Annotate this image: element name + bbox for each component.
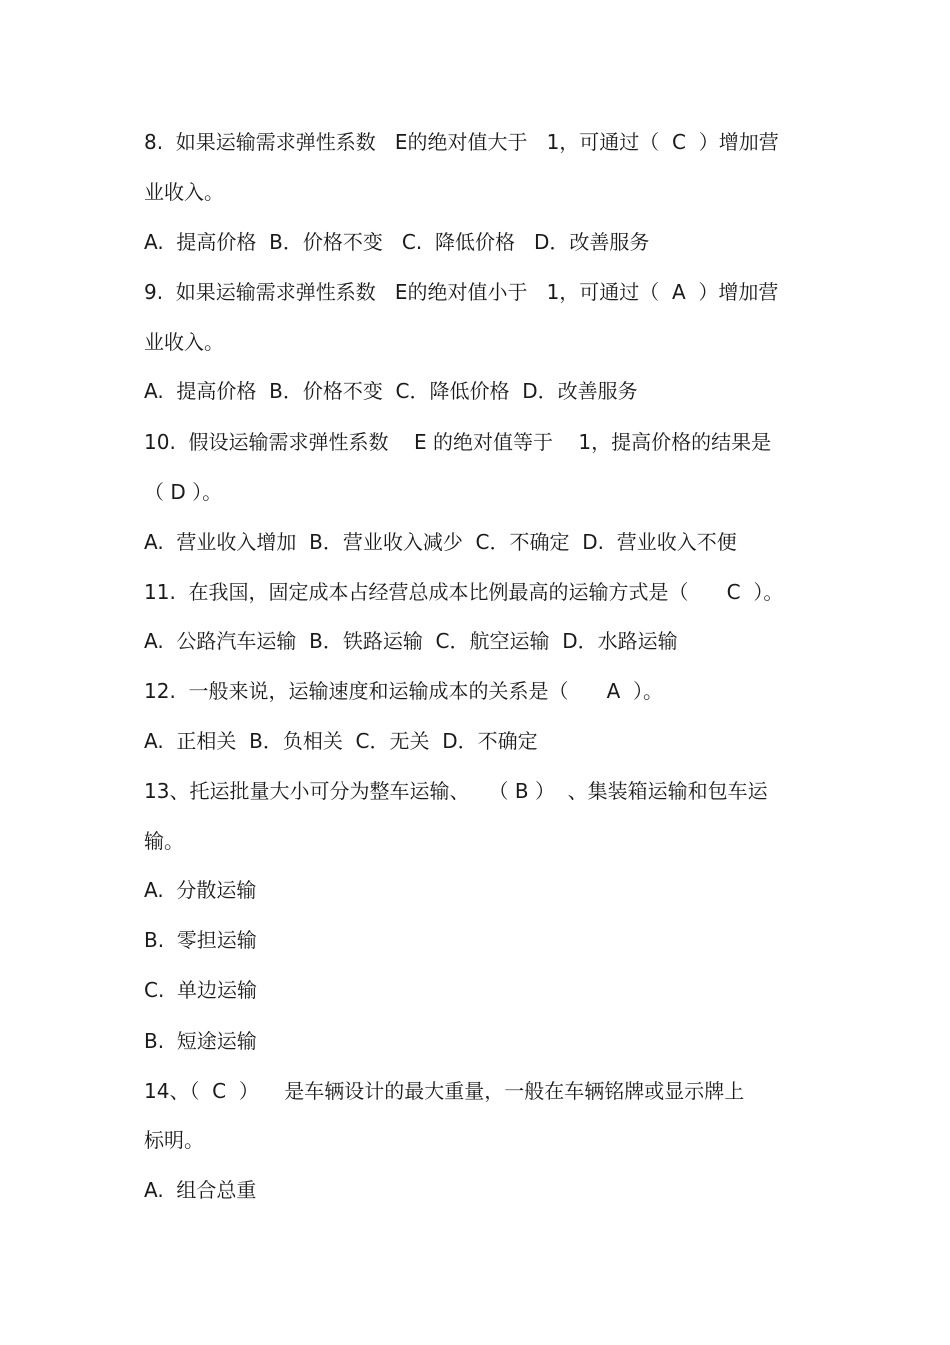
question-8-line-2: 业收入。 bbox=[144, 180, 224, 204]
question-12-line-1: 12. 一般来说，运输速度和运输成本的关系是（ A ）。 bbox=[144, 679, 664, 703]
question-14-line-1: 14、（ C ） 是车辆设计的最大重量，一般在车辆铭牌或显示牌上 bbox=[144, 1079, 745, 1103]
question-10-options: A. 营业收入增加 B．营业收入减少 C．不确定 D. 营业收入不便 bbox=[144, 530, 737, 554]
question-11-line-1: 11. 在我国，固定成本占经营总成本比例最高的运输方式是（ C ）。 bbox=[144, 580, 784, 604]
question-8-options: A. 提高价格 B．价格不变 C. 降低价格 D．改善服务 bbox=[144, 230, 650, 254]
question-13-line-1: 13、托运批量大小可分为整车运输、 （ B ） 、集装箱运输和包车运 bbox=[144, 779, 768, 803]
question-8-line-1: 8. 如果运输需求弹性系数 E的绝对值大于 1，可通过（ C ）增加营 bbox=[144, 130, 779, 154]
question-14-line-2: 标明。 bbox=[144, 1128, 204, 1152]
question-13-option-d: B. 短途运输 bbox=[144, 1029, 257, 1053]
question-10-line-2: （ D ）。 bbox=[144, 480, 223, 504]
question-13-option-c: C. 单边运输 bbox=[144, 978, 258, 1002]
question-13-option-a: A. 分散运输 bbox=[144, 878, 257, 902]
question-12-options: A. 正相关 B．负相关 C．无关 D．不确定 bbox=[144, 729, 538, 753]
question-9-options: A. 提高价格 B．价格不变 C．降低价格 D．改善服务 bbox=[144, 379, 638, 403]
question-9-line-1: 9. 如果运输需求弹性系数 E的绝对值小于 1，可通过（ A ）增加营 bbox=[144, 280, 779, 304]
question-13-line-2: 输。 bbox=[144, 829, 184, 853]
question-13-option-b: B. 零担运输 bbox=[144, 928, 257, 952]
question-10-line-1: 10. 假设运输需求弹性系数 E 的绝对值等于 1，提高价格的结果是 bbox=[144, 430, 772, 454]
question-14-option-a: A. 组合总重 bbox=[144, 1178, 257, 1202]
question-11-options: A. 公路汽车运输 B．铁路运输 C．航空运输 D．水路运输 bbox=[144, 629, 678, 653]
question-9-line-2: 业收入。 bbox=[144, 330, 224, 354]
